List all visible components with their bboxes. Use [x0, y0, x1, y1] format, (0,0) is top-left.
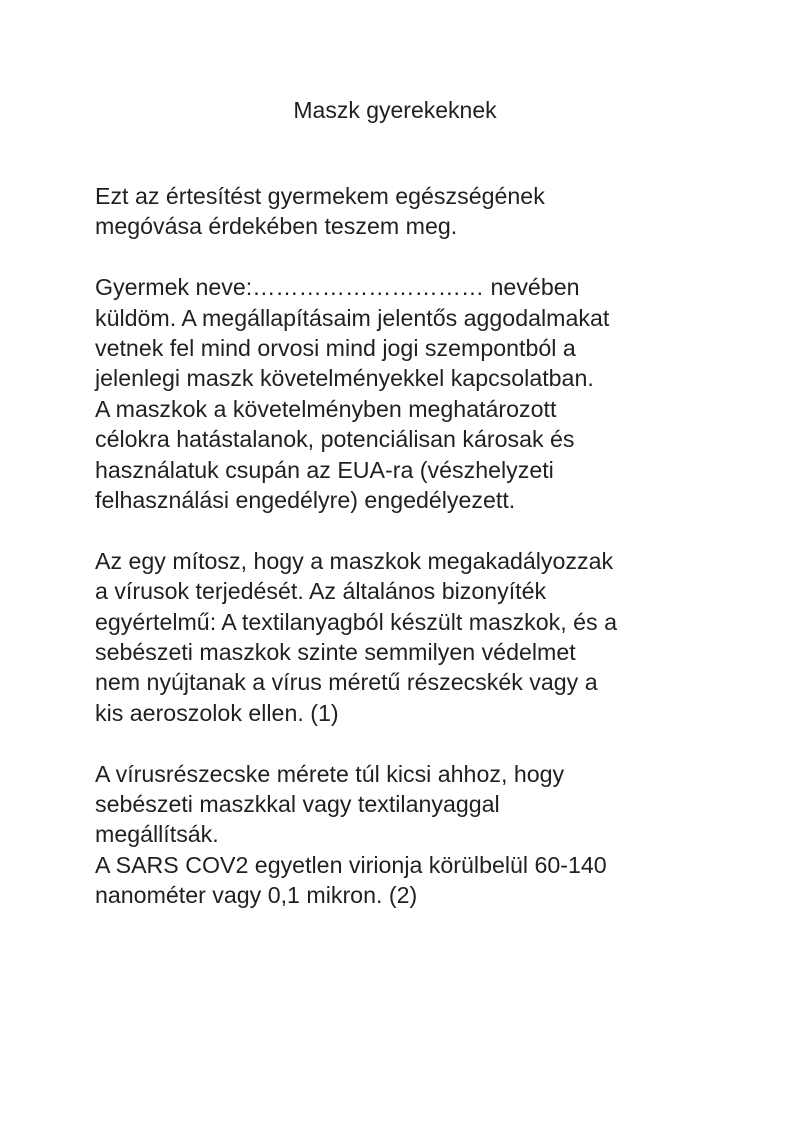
text-line: megóvása érdekében teszem meg. — [95, 213, 458, 240]
text-line: kis aeroszolok ellen. (1) — [95, 699, 339, 726]
text-line: jelenlegi maszk követelményekkel kapcsolatban. — [95, 365, 594, 392]
text-line: Ezt az értesítést gyermekem egészségének — [95, 183, 545, 209]
text-line: A vírusrészecske mérete túl kicsi ahhoz, hogy — [95, 760, 565, 787]
text-line: sebészeti maszkok szinte semmilyen védelmet — [95, 639, 576, 666]
text-line: Gyermek neve:………………………… nevében — [95, 274, 580, 301]
paragraph-intro — [95, 181, 735, 242]
text-line: megállítsák. — [95, 821, 219, 848]
text-line: nanométer vagy 0,1 mikron. (2) — [95, 882, 418, 909]
text-line: a vírusok terjedését. Az általános bizonyíték — [95, 578, 547, 605]
text-line: egyértelmű: A textilanyagból készült maszkok, és a — [95, 608, 617, 635]
text-line: sebészeti maszkkal vagy textilanyaggal — [95, 791, 500, 818]
text-line: küldöm. A megállapításaim jelentős aggodalmakat — [95, 304, 610, 331]
paragraph-particle-size — [95, 759, 735, 911]
text-line: A maszkok a követelményben meghatározott — [95, 395, 557, 422]
text-line: célokra hatástalanok, potenciálisan károsak és — [95, 426, 575, 453]
text-line: felhasználási engedélyre) engedélyezett. — [95, 487, 516, 514]
paragraph-myth — [95, 546, 735, 728]
text-line: nem nyújtanak a vírus méretű részecskék vagy a — [95, 669, 598, 696]
paragraph-gap — [95, 728, 735, 758]
paragraph-gap — [95, 242, 735, 272]
document-title: Maszk gyerekeknek — [293, 97, 497, 123]
paragraph-child-name — [95, 272, 735, 515]
document-body — [95, 181, 735, 911]
text-line: Az egy mítosz, hogy a maszkok megakadályozzak — [95, 547, 614, 574]
text-line: használatuk csupán az EUA-ra (vészhelyzeti — [95, 456, 554, 483]
text-line: A SARS COV2 egyetlen virionja körülbelül 60-140 — [95, 851, 607, 878]
text-line: vetnek fel mind orvosi mind jogi szempontból a — [95, 335, 576, 362]
paragraph-gap — [95, 515, 735, 545]
